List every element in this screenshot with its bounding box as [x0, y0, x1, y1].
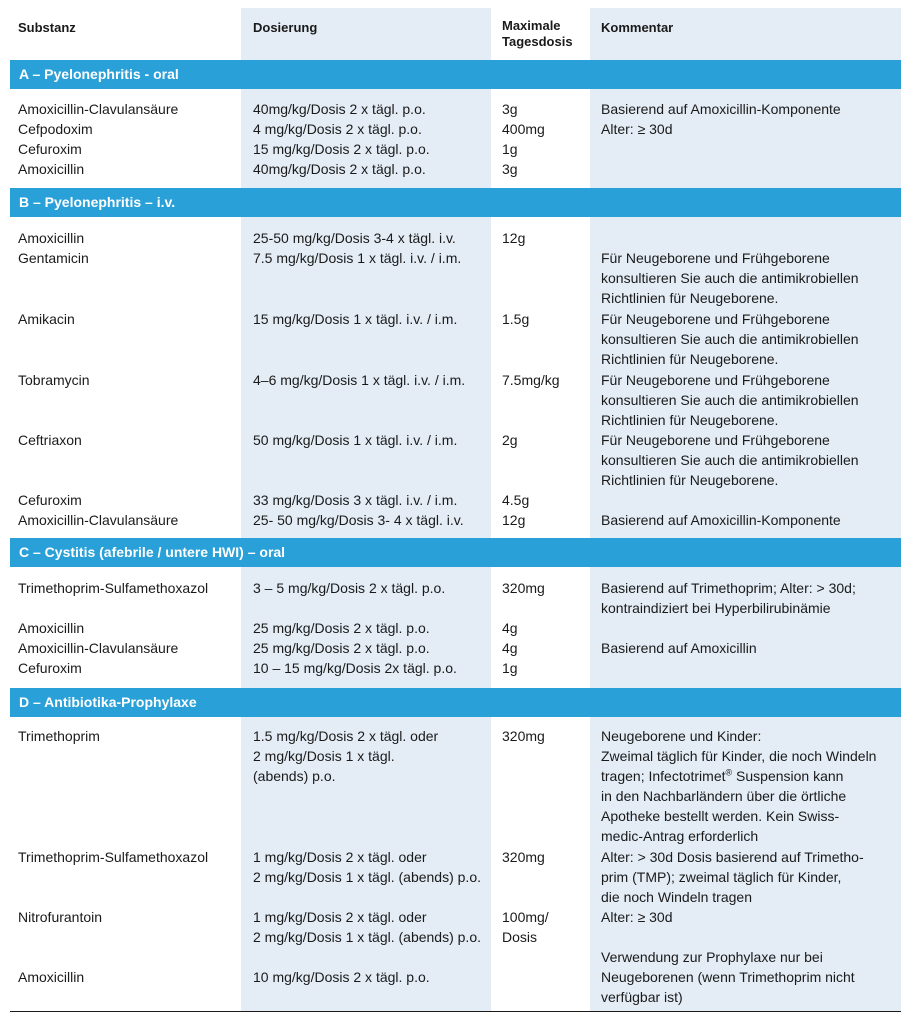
header-max-tagesdosis: Maximale Tagesdosis — [502, 18, 573, 49]
section-a-header: A – Pyelonephritis - oral — [10, 60, 901, 89]
section-d-header: D – Antibiotika-Prophylaxe — [10, 688, 901, 717]
header-dosierung: Dosierung — [253, 20, 318, 35]
header-substanz: Substanz — [18, 20, 76, 35]
bottom-rule — [10, 1011, 901, 1012]
header-kommentar: Kommentar — [601, 20, 674, 35]
table-header — [0, 8, 910, 58]
trimethoprim-comment: Neugeborene und Kinder: Zweimal täglich für Kinder, die noch Windeln tragen; Infectotrimet® Suspension kann in den Nachbarländern über die örtliche Apotheke bestellt werden. Kein Swiss- medic-Antrag erforderlich — [601, 728, 877, 844]
section-c-header: C – Cystitis (afebrile / untere HWI) – oral — [10, 538, 901, 567]
section-b-header: B – Pyelonephritis – i.v. — [10, 188, 901, 217]
